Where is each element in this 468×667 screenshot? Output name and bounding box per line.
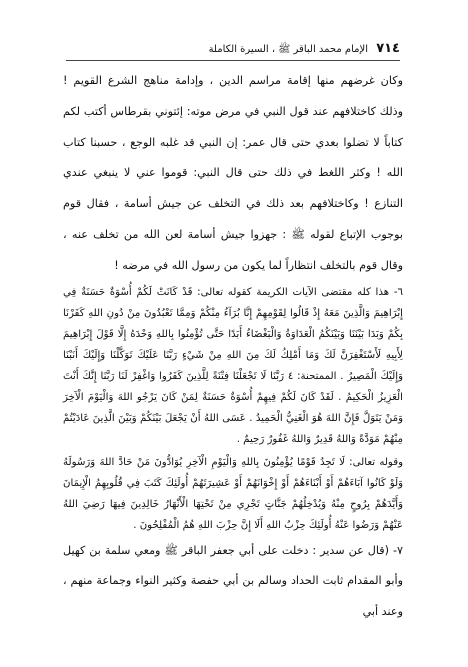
paragraph-verses-mumtahina: ٦- هذا كله مقتضى الآيات الكريمة كقوله تعالى: قَدْ كَانَتْ لَكُمْ أُسْوَةٌ حَسَنَةٌ فِي إِبْرَاهِيمَ وَالَّذِينَ مَعَهُ إِذْ قَالُوا لِقَوْمِهِمْ إِنَّا بُرَآءُ مِنْكُمْ وَمِمَّا تَعْبُدُونَ مِنْ دُونِ اللهِ كَفَرْنَا بِكُمْ وَبَدَا بَيْنَنَا وَبَيْنَكُمُ الْعَدَاوَةُ وَالْبَغْضَاءُ أَبَدًا حَتَّى تُؤْمِنُوا بِاللهِ وَحْدَهُ إِلَّا قَوْلَ إِبْرَاهِيمَ لِأَبِيهِ لَأَسْتَغْفِرَنَّ لَكَ وَمَا أَمْلِكُ لَكَ مِنَ اللهِ مِنْ شَيْءٍ رَبَّنَا عَلَيْكَ تَوَكَّلْنَا وَإِلَيْكَ أَنَبْنَا وَإِلَيْكَ الْمَصِيرُ . الممتحنة: ٤ رَبَّنَا لَا تَجْعَلْنَا فِتْنَةً لِلَّذِينَ كَفَرُوا وَاغْفِرْ لَنَا رَبَّنَا إِنَّكَ أَنْتَ الْعَزِيزُ الْحَكِيمُ . لَقَدْ كَانَ لَكُمْ فِيهِمْ أُسْوَةٌ حَسَنَةٌ لِمَنْ كَانَ يَرْجُو اللهَ وَالْيَوْمَ الْآخِرَ وَمَنْ يَتَوَلَّ فَإِنَّ اللهَ هُوَ الْغَنِيُّ الْحَمِيدُ . عَسَى اللهُ أَنْ يَجْعَلَ بَيْنَكُمْ وَبَيْنَ الَّذِينَ عَادَيْتُمْ مِنْهُمْ مَوَدَّةً وَاللهُ قَدِيرٌ وَاللهُ غَفُورٌ رَحِيمٌ . [63, 286, 403, 445]
page-number: ٧١٤ [376, 41, 400, 56]
paragraph-intro: وكان غرضهم منها إقامة مراسم الدين ، وإدامة مناهج الشرع القويم ! وذلك كاختلافهم عند قول النبي في مرض موته: إئتوني بقرطاس أكتب لكم كتاباً لا تضلوا بعدي حتى قال عمر: إن النبي قد غلبه الوجع ، حسبنا كتاب الله ! وكثر اللغط في ذلك حتى قال النبي: قوموا عني لا ينبغي عندي التنازع ! وكاختلافهم بعد ذلك في التخلف عن جيش أسامة ، فقال قوم بوجوب الإتباع لقوله ﷺ : جهزوا جيش أسامة لعن الله من تخلف عنه ، وقال قوم بالتخلف انتظاراً لما يكون من رسول الله في مرضه ! [63, 74, 403, 272]
paragraph-verse-mujadila: وقوله تعالى: لَا تَجِدُ قَوْمًا يُؤْمِنُونَ بِاللهِ وَالْيَوْمِ الْآخِرِ يُوَادُّونَ مَنْ حَادَّ اللهَ وَرَسُولَهُ وَلَوْ كَانُوا آبَاءَهُمْ أَوْ أَبْنَاءَهُمْ أَوْ إِخْوَانَهُمْ أَوْ عَشِيرَتَهُمْ أُولَئِكَ كَتَبَ فِي قُلُوبِهِمُ الْإِيمَانَ وَأَيَّدَهُمْ بِرُوحٍ مِنْهُ وَيُدْخِلُهُمْ جَنَّاتٍ تَجْرِي مِنْ تَحْتِهَا الْأَنْهَارُ خَالِدِينَ فِيهَا رَضِيَ اللهُ عَنْهُمْ وَرَضُوا عَنْهُ أُولَئِكَ حِزْبُ اللهِ أَلَا إِنَّ حِزْبَ اللهِ هُمُ الْمُفْلِحُونَ . [63, 456, 403, 531]
running-title: الإمام محمد الباقر ﷺ ، السيرة الكاملة [208, 44, 368, 55]
page-body [63, 66, 403, 628]
page-header [66, 42, 400, 61]
paragraph-narration-7: ٧- (قال عن سدير : دخلت على أبي جعفر الباقر ﷺ ومعي سلمة بن كهيل وأبو المقدام ثابت الحداد وسالم بن أبي حفصة وكثير النواء وجماعة منهم ، وعند أبي [63, 543, 403, 619]
